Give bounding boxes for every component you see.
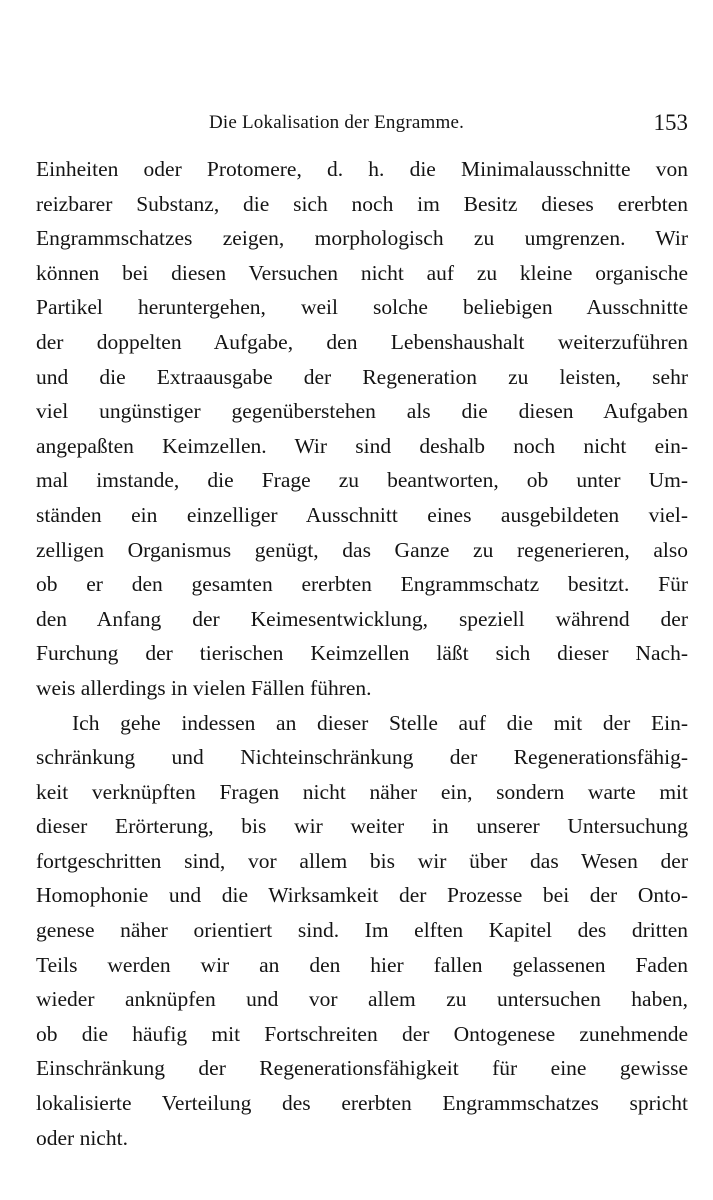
text-line: Einschränkung der Regenerationsfähigkeit für eine gewisse — [36, 1056, 688, 1081]
running-head: Die Lokalisation der Engramme. — [209, 112, 465, 133]
text-line: mal imstande, die Frage zu beantworten, ob unter Um- — [36, 468, 688, 493]
text-line: zelligen Organismus genügt, das Ganze zu regenerieren, also — [36, 537, 688, 562]
text-line: der doppelten Aufgabe, den Lebenshaushalt weiterzuführen — [36, 329, 688, 354]
text-line: Einheiten oder Protomere, d. h. die Minimalausschnitte von — [36, 157, 688, 181]
text-line: Ich gehe indessen an dieser Stelle auf die mit der Ein- — [72, 710, 688, 735]
page-header — [36, 112, 688, 142]
text-line: Partikel heruntergehen, weil solche beliebigen Ausschnitte — [36, 295, 688, 320]
text-line: den Anfang der Keimesentwicklung, speziell während der — [36, 606, 688, 631]
text-line: lokalisierte Verteilung des ererbten Engrammschatzes spricht — [36, 1091, 688, 1116]
page-number: 153 — [653, 110, 688, 135]
text-line: können bei diesen Versuchen nicht auf zu kleine organische — [36, 260, 688, 285]
text-line: dieser Erörterung, bis wir weiter in unserer Untersuchung — [36, 814, 688, 839]
text-line: Homophonie und die Wirksamkeit der Prozesse bei der Onto- — [36, 883, 688, 908]
text-line: angepaßten Keimzellen. Wir sind deshalb noch nicht ein- — [36, 433, 688, 458]
text-line: schränkung und Nichteinschränkung der Regenerationsfähig- — [36, 745, 688, 770]
text-line: keit verknüpften Fragen nicht näher ein, sondern warte mit — [36, 779, 688, 804]
text-line: Furchung der tierischen Keimzellen läßt sich dieser Nach- — [36, 641, 688, 666]
text-line: weis allerdings in vielen Fällen führen. — [36, 675, 372, 700]
text-line: genese näher orientiert sind. Im elften Kapitel des dritten — [36, 918, 688, 943]
text-line: reizbarer Substanz, die sich noch im Besitz dieses ererbten — [36, 191, 688, 216]
text-line: ob die häufig mit Fortschreiten der Ontogenese zunehmende — [36, 1021, 688, 1046]
text-line: viel ungünstiger gegenüberstehen als die diesen Aufgaben — [36, 399, 688, 424]
text-line: ständen ein einzelliger Ausschnitt eines ausgebildeten viel- — [36, 502, 688, 527]
text-line: wieder anknüpfen und vor allem zu untersuchen haben, — [36, 987, 688, 1012]
text-line: Engrammschatzes zeigen, morphologisch zu umgrenzen. Wir — [36, 226, 688, 251]
text-line: fortgeschritten sind, vor allem bis wir über das Wesen der — [36, 848, 688, 873]
text-line: und die Extraausgabe der Regeneration zu leisten, sehr — [36, 364, 688, 389]
text-line: oder nicht. — [36, 1125, 128, 1150]
text-line: Teils werden wir an den hier fallen gelassenen Faden — [36, 952, 688, 977]
body-text — [36, 152, 688, 1155]
text-line: ob er den gesamten ererbten Engrammschatz besitzt. Für — [36, 572, 688, 597]
